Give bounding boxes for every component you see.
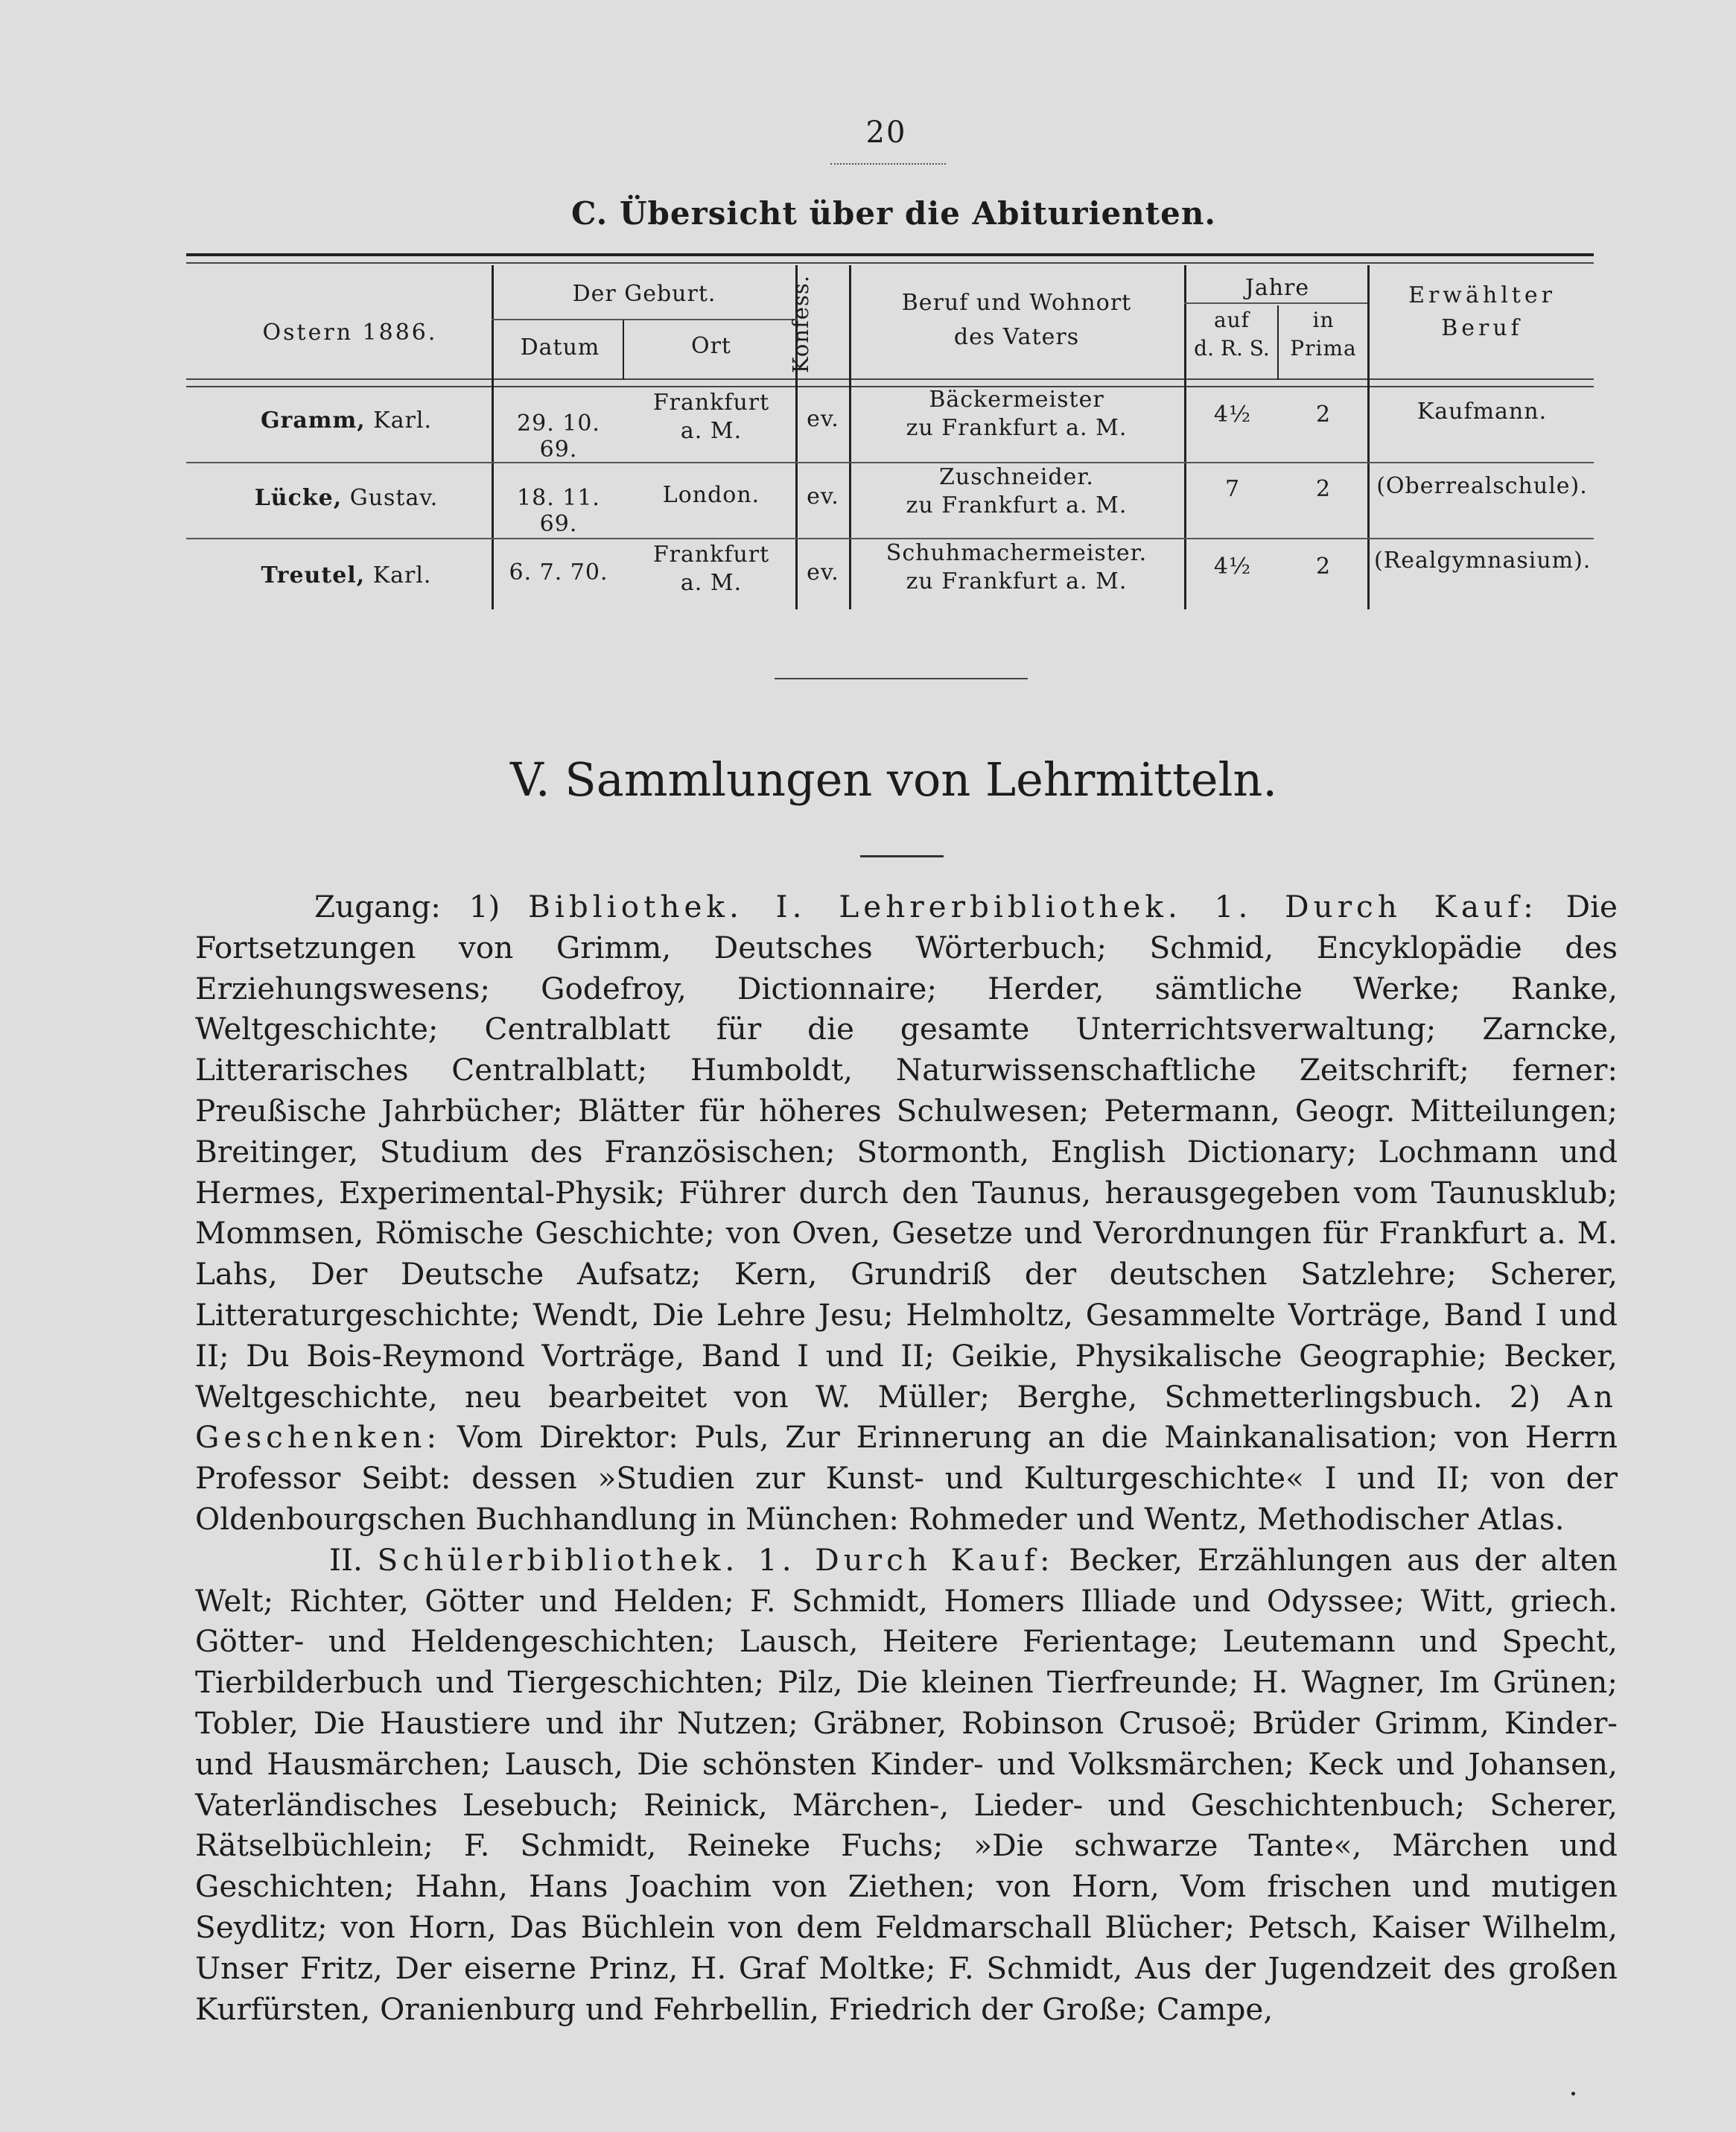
p1-durch-kauf: 1. Durch Kauf:	[1181, 889, 1538, 924]
header-in: in	[1312, 308, 1335, 332]
col-line-7	[1367, 265, 1370, 609]
p1-bibliothek: Bibliothek.	[528, 889, 743, 924]
page-number: 20	[865, 115, 907, 150]
row-vater-1: Zuschneider.	[939, 464, 1094, 490]
p1-intro: Zugang: 1)	[314, 889, 529, 924]
row-sep-2	[186, 538, 1594, 539]
col-line-2	[623, 320, 624, 380]
row-jahre-rs: 4½	[1213, 553, 1252, 580]
p2-text: Becker, Erzählungen aus der alten Welt; Richter, Götter und Helden; F. Schmidt, Homers Illiade und Odyssee; Witt, griech. Götter- und Heldengeschichten; Lausch, Heitere Ferientage; Leutemann und Specht, Tierbilderbuch und Tiergeschichten; Pilz, Die kleinen Tierfreunde; H. Wagner, Im Grünen; Tobler, Die Haustiere und ihr Nutzen; Gräbner, Robinson Crusoë; Brüder Grimm, Kinder- und Hausmärchen; Lausch, Die schönsten Kinder- und Volksmärchen; Keck und Johansen, Vaterländisches Lesebuch; Reinick, Märchen-, Lieder- und Geschichtenbuch; Scherer, Rätselbüchlein; F. Schmidt, Reineke Fuchs; »Die schwarze Tante«, Märchen und Geschichten; Hahn, Hans Joachim von Ziethen; von Horn, Vom frischen und mutigen Seydlitz; von Horn, Das Büchlein von dem Feldmarschall Blücher; Petsch, Kaiser Wilhelm, Unser Fritz, Der eiserne Prinz, H. Graf Moltke; F. Schmidt, Aus der Jugendzeit des großen Kurfürsten, Oranienburg und Fehrbellin, Friedrich der Große; Campe,	[195, 1541, 1618, 2027]
row-vater-2: zu Frankfurt a. M.	[906, 568, 1128, 594]
table-header-rule	[186, 378, 1594, 380]
p1-text1: Die Fortsetzungen von Grimm, Deutsches Wörterbuch; Schmid, Encyklopädie des Erziehungswesens; Godefroy, Dictionnaire; Herder, sämtliche Werke; Ranke, Weltgeschichte; Centralblatt für die gesamte Unterrichtsverwaltung; Zarncke, Litterarisches Centralblatt; Humboldt, Naturwissenschaftliche Zeitschrift; ferner: Preußische Jahrbücher; Blätter für höheres Schulwesen; Petermann, Geogr. Mitteilungen; Breitinger, Studium des Französischen; Stormonth, English Dictionary; Lochmann und Hermes, Experimental-Physik; Führer durch den Taunus, herausgegeben vom Taunusklub; Mommsen, Römische Geschichte; von Oven, Gesetze und Verordnungen für Frankfurt a. M. Lahs, Der Deutsche Aufsatz; Kern, Grundriß der deutschen Satzlehre; Scherer, Litteraturgeschichte; Wendt, Die Lehre Jesu; Helmholtz, Gesammelte Vorträge, Band I und II; Du Bois-Reymond Vorträge, Band I und II; Geikie, Physikalische Geographie; Becker, Weltgeschichte, neu bearbeitet von W. Müller; Berghe, Schmetterlingsbuch. 2)	[195, 889, 1618, 1415]
section-separator	[775, 678, 1028, 679]
row-ort-2: a. M.	[680, 418, 743, 444]
p2-durch-kauf: 1. Durch Kauf:	[739, 1541, 1055, 1578]
paragraph-schuelerbibliothek	[195, 1540, 1618, 2030]
p2-schuelerbibliothek: Schülerbibliothek.	[377, 1541, 740, 1578]
section-c-title: C. Übersicht über die Abiturienten.	[570, 195, 1217, 232]
header-datum: Datum	[520, 334, 600, 361]
firstname: Karl.	[372, 562, 432, 588]
row-konf: ev.	[807, 406, 839, 432]
col-line-4	[849, 265, 851, 609]
body-text	[195, 886, 1618, 2029]
p2-intro: II.	[329, 1541, 378, 1578]
row-datum: 6. 7. 70.	[509, 559, 608, 586]
header-beruf-vater-1: Beruf und Wohnort	[901, 290, 1132, 316]
firstname: Gustav.	[349, 485, 439, 511]
col-line-1	[492, 265, 494, 609]
paragraph-lehrerbibliothek	[195, 886, 1618, 1540]
header-erwaehlter: Erwählter	[1408, 282, 1556, 308]
row-sep-1	[186, 462, 1594, 463]
row-beruf: (Realgymnasium).	[1374, 548, 1592, 574]
page-number-ornament	[830, 159, 946, 165]
row-jahre-rs: 4½	[1213, 402, 1252, 428]
p1-text2: Vom Direktor: Puls, Zur Erinnerung an die Mainkanalisation; von Herrn Professor Seibt: dessen »Studien zur Kunst- und Kulturgeschichte« I und II; von der Oldenbourgschen Buchhandlung in München: Rohmeder und Wentz, Methodischer Atlas.	[195, 1419, 1618, 1537]
surname: Gramm,	[260, 407, 366, 434]
header-der-geburt: Der Geburt.	[572, 281, 716, 307]
jahre-subrule	[1184, 302, 1367, 304]
row-jahre-prima: 2	[1315, 476, 1332, 502]
header-auf: auf	[1213, 308, 1250, 332]
section-v-rule	[860, 855, 944, 857]
row-ort-2: a. M.	[680, 570, 743, 596]
header-ort: Ort	[691, 333, 731, 359]
row-vater-2: zu Frankfurt a. M.	[906, 415, 1128, 441]
row-jahre-prima: 2	[1315, 402, 1332, 428]
row-vater-1: Bäckermeister	[929, 387, 1104, 413]
col-line-5	[1184, 265, 1186, 609]
row-name	[216, 563, 477, 589]
header-prima: Prima	[1290, 336, 1357, 361]
row-name	[216, 486, 477, 512]
row-beruf: Kaufmann.	[1417, 399, 1548, 425]
header-ostern: Ostern 1886.	[262, 320, 438, 346]
row-konf: ev.	[807, 483, 839, 510]
row-name	[216, 408, 477, 434]
header-konfess: Konfess.	[788, 275, 813, 373]
header-beruf-vater-2: des Vaters	[953, 324, 1080, 350]
geburt-subrule	[492, 319, 797, 320]
row-ort-1: London.	[662, 482, 760, 508]
header-drs: d. R. S.	[1194, 336, 1270, 361]
row-ort-1: Frankfurt	[652, 390, 770, 416]
row-ort-1: Frankfurt	[652, 542, 770, 568]
firstname: Karl.	[373, 407, 433, 434]
table-top-rule-thin	[186, 262, 1594, 264]
print-speck	[1571, 2092, 1575, 2095]
row-jahre-rs: 7	[1224, 476, 1241, 502]
row-jahre-prima: 2	[1315, 553, 1332, 580]
row-datum: 18. 11. 69.	[517, 485, 600, 537]
surname: Treutel,	[261, 562, 366, 588]
row-datum: 29. 10. 69.	[517, 410, 600, 463]
row-vater-2: zu Frankfurt a. M.	[906, 492, 1128, 518]
p1-an-geschenken: An Geschenken:	[195, 1378, 1618, 1456]
table-top-rule	[186, 253, 1594, 256]
header-beruf: Beruf	[1441, 315, 1523, 341]
row-vater-1: Schuhmachermeister.	[886, 540, 1148, 566]
header-jahre: Jahre	[1244, 275, 1310, 301]
row-konf: ev.	[807, 559, 839, 586]
row-beruf: (Oberrealschule).	[1376, 473, 1588, 499]
section-v-title: V. Sammlungen von Lehrmitteln.	[509, 752, 1278, 807]
p1-lehrerbibliothek: I. Lehrerbibliothek.	[743, 889, 1182, 924]
surname: Lücke,	[254, 485, 343, 511]
